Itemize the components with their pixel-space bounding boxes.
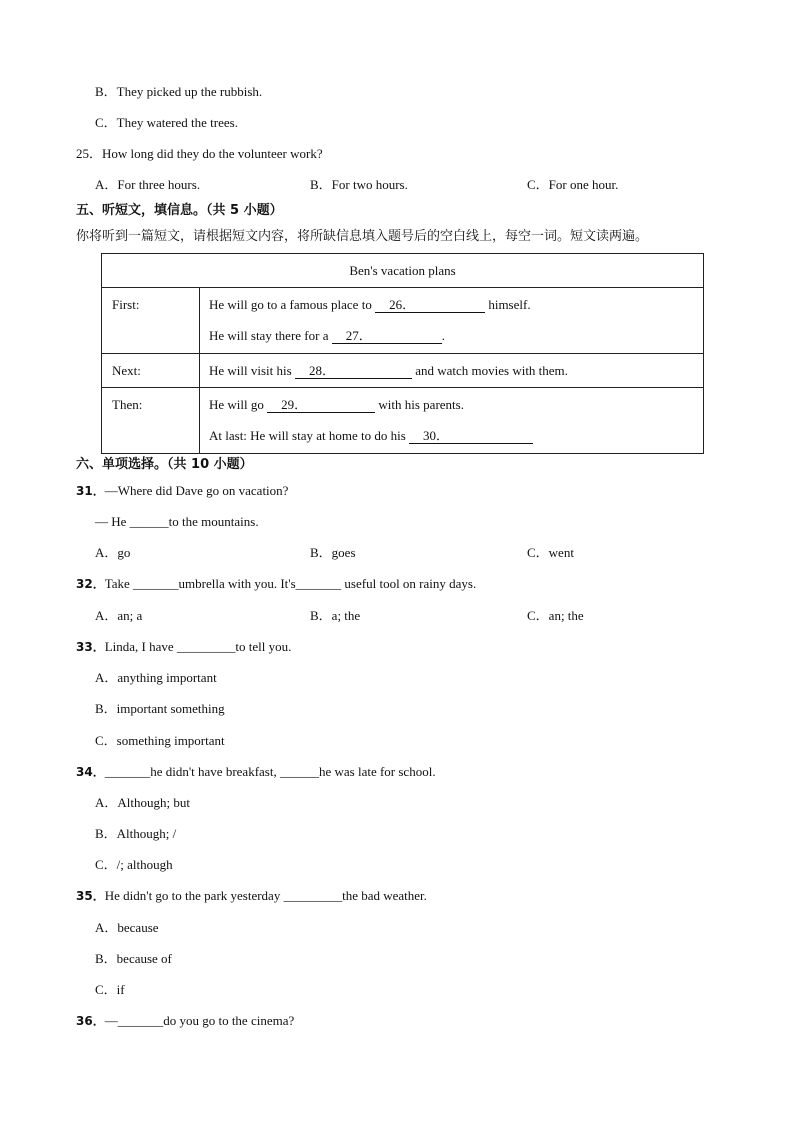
row-then-line1-text: He will go <box>209 397 268 412</box>
table-row <box>102 354 704 388</box>
q31-reply: — He ______to the mountains. <box>95 514 259 529</box>
q34-stem: _______he didn't have breakfast, ______he was late for school. <box>104 764 436 779</box>
row-next-line1-post: and watch movies with them. <box>411 363 568 378</box>
q35-stem-line <box>76 888 427 904</box>
q36-number: 36． <box>76 1014 105 1028</box>
q31-number: 31． <box>76 484 105 498</box>
blank-28[interactable]: 28． <box>295 364 412 379</box>
q25-option-b: B．For two hours. <box>310 177 408 192</box>
section-6-title: 六、单项选择。（共 10 小题） <box>76 457 253 472</box>
q31-stem-line <box>76 483 288 499</box>
row-label-next: Next: <box>102 354 200 388</box>
vacation-plans-table <box>101 253 704 454</box>
q31-option-c: C．went <box>527 545 574 560</box>
q32-stem-line <box>76 576 476 592</box>
row-first-line2-text: He will stay there for a <box>209 328 332 343</box>
q31-option-a: A．go <box>95 545 131 560</box>
row-content-next <box>200 354 704 388</box>
row-then-line1-post: with his parents. <box>375 397 464 412</box>
q34-option-c: C．/; although <box>95 857 173 872</box>
table-row <box>102 388 704 454</box>
row-label-then: Then: <box>102 388 200 454</box>
blank-29[interactable]: 29． <box>267 398 375 413</box>
q33-option-c: C．something important <box>95 733 225 748</box>
q32-option-c: C．an; the <box>527 608 584 623</box>
q32-option-b: B．a; the <box>310 608 361 623</box>
q25-option-a: A．For three hours. <box>95 177 201 192</box>
q33-stem: Linda, I have _________to tell you. <box>104 639 292 654</box>
q33-option-a: A．anything important <box>95 670 217 685</box>
row-content-then <box>200 388 704 454</box>
q35-option-a: A．because <box>95 920 159 935</box>
table-row <box>102 288 704 354</box>
q34-number: 34． <box>76 765 105 779</box>
q36-stem-line <box>76 1013 294 1029</box>
row-first-line1-text: He will go to a famous place to <box>209 297 376 312</box>
q33-stem-line <box>76 639 291 655</box>
row-first-line2-post: . <box>441 328 445 343</box>
q25-stem: 25．How long did they do the volunteer work? <box>76 146 323 161</box>
row-then-line2-text: At last: He will stay at home to do his <box>209 428 410 443</box>
q31-stem: —Where did Dave go on vacation? <box>104 483 289 498</box>
q33-number: 33． <box>76 640 105 654</box>
q24-option-c: C．They watered the trees. <box>95 115 238 130</box>
q35-option-c: C．if <box>95 982 125 997</box>
q33-option-b: B．important something <box>95 701 225 716</box>
section-5-title: 五、听短文，填信息。（共 5 小题） <box>76 203 283 218</box>
row-label-first: First: <box>102 288 200 354</box>
q34-option-a: A．Although; but <box>95 795 190 810</box>
row-first-line1-post: himself. <box>485 297 531 312</box>
q32-stem: Take _______umbrella with you. It's_______ useful tool on rainy days. <box>104 576 477 591</box>
blank-30[interactable]: 30． <box>409 429 533 444</box>
q35-stem: He didn't go to the park yesterday _________the bad weather. <box>104 888 427 903</box>
row-next-line1-text: He will visit his <box>209 363 295 378</box>
q35-number: 35． <box>76 889 105 903</box>
q34-stem-line <box>76 764 436 780</box>
q34-option-b: B．Although; / <box>95 826 177 841</box>
section-5-instruction: 你将听到一篇短文，请根据短文内容，将所缺信息填入题号后的空白线上，每空一词。短文读两遍。 <box>76 229 649 244</box>
row-content-first <box>200 288 704 354</box>
q25-option-c: C．For one hour. <box>527 177 619 192</box>
blank-27[interactable]: 27． <box>332 329 442 344</box>
blank-26[interactable]: 26． <box>375 298 485 313</box>
q36-stem: —_______do you go to the cinema? <box>104 1013 295 1028</box>
q35-option-b: B．because of <box>95 951 172 966</box>
q24-option-b: B．They picked up the rubbish. <box>95 84 263 99</box>
table-header: Ben's vacation plans <box>102 254 704 288</box>
q31-option-b: B．goes <box>310 545 356 560</box>
q32-number: 32． <box>76 577 105 591</box>
q32-option-a: A．an; a <box>95 608 143 623</box>
